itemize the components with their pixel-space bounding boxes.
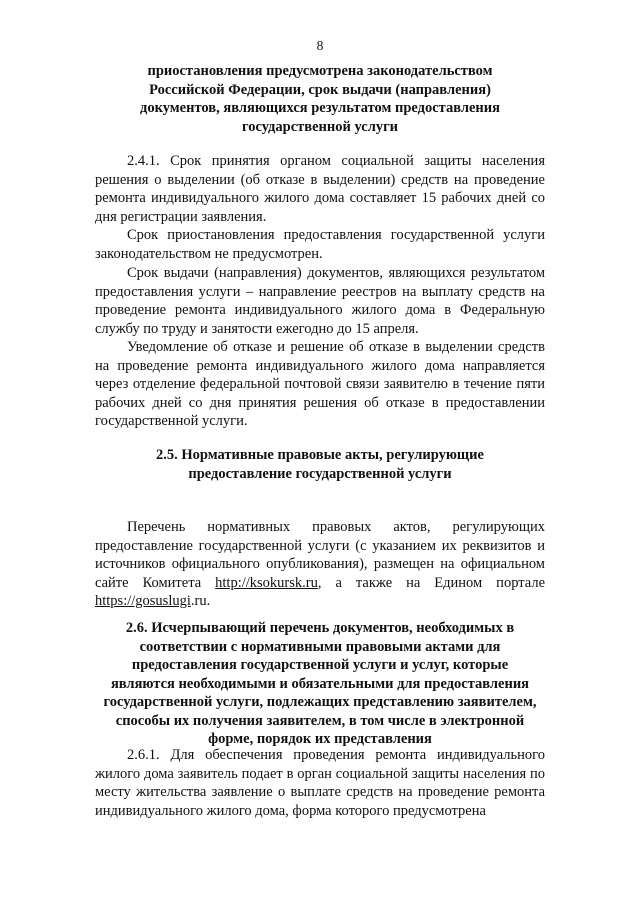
- gosuslugi-portal-link[interactable]: https://gosuslugi: [95, 593, 191, 609]
- paragraph-2-6-1: 2.6.1. Для обеспечения проведения ремонта индивидуального жилого дома заявитель подает в орган социальной защиты населения по месту жительства заявление о выплате средств на проведение ремонта индивидуального жилого дома, форма которого предусмотрена: [95, 747, 545, 819]
- paragraph-2-5-text-middle: , а также на Едином портале: [317, 574, 546, 591]
- paragraph-2-5-text-after: .ru.: [190, 593, 211, 609]
- paragraph-2-5-text: [95, 518, 545, 611]
- paragraph-2-5-text-before: Перечень нормативных правовых актов, регулирующих предоставление государственной услуги (с указанием их реквизитов и источников официального опубликования), размещен на официальном сайте Комитета: [95, 519, 545, 591]
- committee-site-link[interactable]: http://ksokursk.ru: [215, 574, 318, 591]
- paragraph-issue-term: Срок выдачи (направления) документов, являющихся результатом предоставления услуги – направление реестров на выплату средств на проведение ремонта индивидуального жилого дома в Федеральную службу по труду и занятости ежегодно до 15 апреля.: [95, 265, 545, 337]
- section-header-continuation: приостановления предусмотрена законодательством Российской Федерации, срок выдачи (направления) документов, являющихся результатом предоставления государственной услуги: [140, 63, 500, 135]
- section-2-5-title: 2.5. Нормативные правовые акты, регулирующие предоставление государственной услуги: [156, 447, 484, 482]
- page-number: 8: [316, 38, 324, 53]
- paragraph-refusal-notice: Уведомление об отказе и решение об отказе в выделении средств на проведение ремонта индивидуального жилого дома направляется через отделение федеральной почтовой связи заявителю в течение пяти рабочих дней со дня принятия решения об отказе в предоставлении государственной услуги.: [95, 339, 545, 429]
- section-2-6-title: 2.6. Исчерпывающий перечень документов, необходимых в соответствии с нормативными правовыми актами для предоставления государственной услуги и услуг, которые являются необходимыми и обязательными для предоставления государственной услуги, подлежащих представлению заявителем, способы их получения заявителем, в том числе в электронной форме, порядок их представления: [103, 620, 537, 747]
- paragraph-2-4-1: 2.4.1. Срок принятия органом социальной защиты населения решения о выделении (об отказе в выделении) средств на проведение ремонта индивидуального жилого дома составляет 15 рабочих дней со дня регистрации заявления.: [95, 153, 545, 225]
- paragraph-suspension-term: Срок приостановления предоставления государственной услуги законодательством не предусмотрен.: [95, 227, 545, 262]
